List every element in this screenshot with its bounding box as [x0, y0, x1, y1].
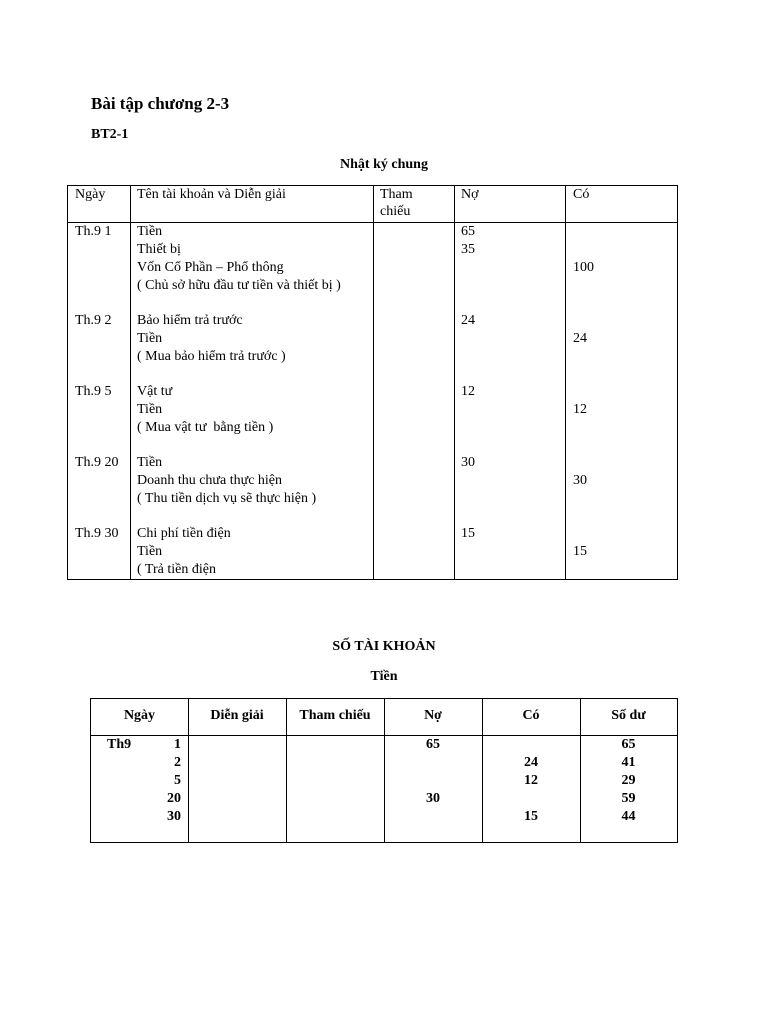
page-title: Bài tập chương 2-3 [91, 94, 230, 113]
journal-entry-debit: 15 [461, 526, 475, 541]
ledger-row-day: 1 [174, 737, 181, 752]
ledger-row-day: 5 [174, 773, 181, 788]
ledger-header-ref: Tham chiếu [299, 708, 371, 723]
ledger-row-day: 30 [167, 809, 181, 824]
ledger-heading: SỐ TÀI KHOẢN [332, 639, 436, 654]
journal-entry-date: Th.9 5 [75, 384, 112, 399]
ledger-row-balance: 65 [621, 737, 636, 752]
journal-entry-account: Tiền [137, 331, 163, 346]
ledger-row-day: 20 [167, 791, 181, 806]
ledger-row-debit: 30 [426, 791, 440, 806]
ledger-account-name: Tiền [370, 669, 398, 684]
journal-entry-description: ( Thu tiền dịch vụ sẽ thực hiện ) [137, 491, 317, 506]
journal-entry-debit: 65 [461, 224, 475, 239]
journal-entry-account: Vốn Cổ Phần – Phổ thông [137, 260, 284, 275]
ledger-header-desc: Diễn giải [210, 708, 264, 723]
ledger-row-debit: 65 [426, 737, 440, 752]
ledger-header-credit: Có [522, 708, 540, 723]
journal-entry-account: Tiền [137, 455, 163, 470]
journal-entry-account: Vật tư [137, 384, 173, 399]
ledger-row-balance: 59 [621, 791, 636, 806]
journal-table [67, 185, 678, 580]
journal-entry-account: Chi phí tiền điện [137, 526, 231, 541]
journal-heading: Nhật ký chung [340, 157, 428, 172]
ledger-table [90, 698, 678, 843]
ledger-row-balance: 44 [621, 809, 636, 824]
ledger-header-debit: Nợ [424, 708, 442, 723]
journal-entry-description: ( Mua vật tư bằng tiền ) [137, 420, 274, 435]
ledger-row-balance: 29 [621, 773, 636, 788]
journal-entry-credit: 12 [573, 402, 587, 417]
journal-header-ref: chiếu [380, 204, 411, 219]
journal-col-divider [454, 186, 455, 579]
exercise-label: BT2-1 [91, 127, 129, 142]
journal-entry-account: Doanh thu chưa thực hiện [137, 473, 283, 488]
journal-header-ref: Tham [380, 187, 413, 202]
journal-entry-description: ( Chủ sở hữu đầu tư tiền và thiết bị ) [137, 278, 341, 293]
journal-entry-debit: 35 [461, 242, 475, 257]
journal-entry-date: Th.9 1 [75, 224, 112, 239]
journal-entry-description: ( Mua bảo hiểm trả trước ) [137, 349, 286, 364]
journal-header-debit: Nợ [461, 187, 479, 202]
journal-header-credit: Có [573, 187, 590, 202]
ledger-row-balance: 41 [621, 755, 636, 770]
journal-entry-date: Th.9 20 [75, 455, 119, 470]
journal-header-account: Tên tài khoản và Diễn giải [137, 187, 286, 202]
journal-col-divider [373, 186, 374, 579]
journal-entry-account: Bảo hiểm trả trước [137, 313, 243, 328]
ledger-month: Th9 [107, 737, 132, 752]
ledger-row-credit: 12 [524, 773, 538, 788]
journal-col-divider [565, 186, 566, 579]
journal-entry-account: Tiền [137, 402, 163, 417]
ledger-row-day: 2 [174, 755, 181, 770]
journal-entry-date: Th.9 2 [75, 313, 112, 328]
journal-entry-debit: 24 [461, 313, 475, 328]
ledger-row-credit: 24 [524, 755, 538, 770]
journal-entry-credit: 100 [573, 260, 594, 275]
journal-col-divider [130, 186, 131, 579]
journal-entry-date: Th.9 30 [75, 526, 119, 541]
ledger-header-date: Ngày [123, 708, 156, 723]
journal-entry-debit: 12 [461, 384, 475, 399]
ledger-row-credit: 15 [524, 809, 538, 824]
journal-entry-credit: 24 [573, 331, 587, 346]
journal-entry-account: Tiền [137, 544, 163, 559]
journal-entry-account: Thiết bị [137, 242, 181, 257]
journal-entry-description: ( Trả tiền điện [137, 562, 216, 577]
journal-entry-account: Tiền [137, 224, 163, 239]
journal-entry-debit: 30 [461, 455, 475, 470]
ledger-header-balance: Số dư [611, 708, 646, 723]
journal-entry-credit: 30 [573, 473, 587, 488]
journal-header-date: Ngày [75, 187, 106, 202]
journal-entry-credit: 15 [573, 544, 587, 559]
